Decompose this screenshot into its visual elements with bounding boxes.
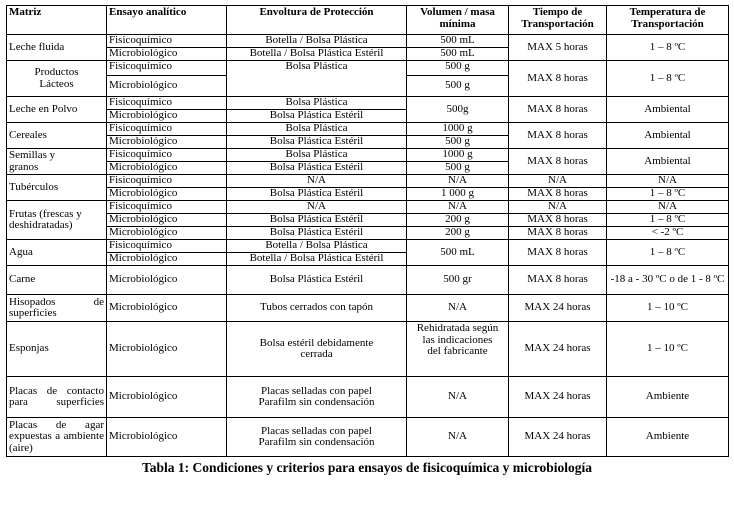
table-caption: Tabla 1: Condiciones y criterios para ensayos de fisicoquímica y microbiología [141, 460, 592, 475]
cell-temperatura: Ambiental [607, 97, 729, 123]
cell-matriz: Leche fluida [7, 35, 107, 61]
cell-ensayo: Microbiológico [107, 76, 227, 97]
cell-matriz: Productos Lácteos [7, 61, 107, 97]
cell-temperatura: Ambiente [607, 377, 729, 418]
cell-ensayo: Microbiológico [107, 253, 227, 266]
cell-envoltura: Botella / Bolsa Plástica [227, 240, 407, 253]
cell-volumen: 1000 g [407, 123, 509, 136]
cell-ensayo: Microbiológico [107, 377, 227, 418]
table-row [7, 418, 729, 457]
cell-tiempo: N/A [509, 175, 607, 188]
cell-temperatura: N/A [607, 175, 729, 188]
cell-temperatura: 1 – 8 ºC [607, 240, 729, 266]
cell-ensayo: Microbiológico [107, 322, 227, 377]
table-row [7, 61, 729, 76]
cell-temperatura: 1 – 8 ºC [607, 188, 729, 201]
cell-matriz: Tubérculos [7, 175, 107, 201]
cell-envoltura: Botella / Bolsa Plástica Estéril [227, 253, 407, 266]
cell-envoltura: Botella / Bolsa Plástica [227, 35, 407, 48]
cell-volumen: 500 mL [407, 48, 509, 61]
cell-tiempo: MAX 24 horas [509, 377, 607, 418]
cell-tiempo: MAX 8 horas [509, 227, 607, 240]
header-volumen: Volumen / masa mínima [407, 6, 509, 35]
cell-ensayo: Microbiológico [107, 227, 227, 240]
cell-envoltura: Bolsa Plástica Estéril [227, 188, 407, 201]
cell-envoltura: Botella / Bolsa Plástica Estéril [227, 48, 407, 61]
cell-matriz: Placas de agar expuestas a ambiente (aire) [7, 418, 107, 457]
cell-envoltura: Placas selladas con papel Parafilm sin condensación [227, 418, 407, 457]
cell-matriz: Carne [7, 266, 107, 295]
table-row [7, 97, 729, 110]
cell-envoltura: Bolsa Plástica Estéril [227, 162, 407, 175]
cell-envoltura: Bolsa Plástica Estéril [227, 110, 407, 123]
cell-volumen: N/A [407, 377, 509, 418]
table-row [7, 377, 729, 418]
cell-matriz: Cereales [7, 123, 107, 149]
table-row [7, 322, 729, 377]
cell-envoltura: Bolsa Plástica Estéril [227, 136, 407, 149]
cell-ensayo: Microbiológico [107, 136, 227, 149]
cell-tiempo: MAX 8 horas [509, 188, 607, 201]
cell-matriz: Agua [7, 240, 107, 266]
cell-ensayo: Microbiológico [107, 188, 227, 201]
cell-volumen: 500 g [407, 162, 509, 175]
cell-envoltura: N/A [227, 175, 407, 188]
cell-volumen: N/A [407, 175, 509, 188]
table-row [7, 188, 729, 201]
header-matriz: Matriz [7, 6, 107, 35]
cell-ensayo: Fisicoquímico [107, 35, 227, 48]
cell-envoltura: Bolsa Plástica Estéril [227, 266, 407, 295]
cell-ensayo: Microbiológico [107, 266, 227, 295]
cell-envoltura: Bolsa Plástica [227, 149, 407, 162]
cell-matriz: Semillas y granos [7, 149, 107, 175]
cell-tiempo: MAX 24 horas [509, 418, 607, 457]
cell-tiempo: MAX 8 horas [509, 123, 607, 149]
cell-tiempo: MAX 24 horas [509, 322, 607, 377]
cell-ensayo: Fisicoquímico [107, 175, 227, 188]
header-temperatura: Temperatura de Transportación [607, 6, 729, 35]
table-row [7, 295, 729, 322]
table-row [7, 214, 729, 227]
cell-ensayo: Fisicoquímico [107, 97, 227, 110]
table-row [7, 227, 729, 240]
header-ensayo: Ensayo analítico [107, 6, 227, 35]
table-row [7, 35, 729, 48]
cell-envoltura: Bolsa Plástica Estéril [227, 214, 407, 227]
cell-tiempo: MAX 8 horas [509, 266, 607, 295]
cell-ensayo: Microbiológico [107, 418, 227, 457]
cell-tiempo: MAX 24 horas [509, 295, 607, 322]
cell-tiempo: MAX 8 horas [509, 97, 607, 123]
cell-matriz: Hisopados de superficies [7, 295, 107, 322]
cell-ensayo: Fisicoquímico [107, 61, 227, 76]
cell-volumen: 500 g [407, 76, 509, 97]
cell-ensayo: Microbiológico [107, 214, 227, 227]
cell-temperatura: 1 – 10 ºC [607, 322, 729, 377]
document [6, 5, 728, 476]
cell-temperatura: Ambiental [607, 123, 729, 149]
cell-temperatura: -18 a - 30 ºC o de 1 - 8 ºC [607, 266, 729, 295]
cell-tiempo: N/A [509, 201, 607, 214]
cell-ensayo: Fisicoquímico [107, 149, 227, 162]
cell-envoltura: N/A [227, 201, 407, 214]
cell-envoltura: Tubos cerrados con tapón [227, 295, 407, 322]
cell-ensayo: Microbiológico [107, 162, 227, 175]
table-row [7, 201, 729, 214]
cell-tiempo: MAX 8 horas [509, 214, 607, 227]
cell-ensayo: Microbiológico [107, 110, 227, 123]
cell-volumen: 1000 g [407, 149, 509, 162]
cell-ensayo: Microbiológico [107, 295, 227, 322]
cell-volumen: N/A [407, 201, 509, 214]
header-envoltura: Envoltura de Protección [227, 6, 407, 35]
cell-volumen: 1 000 g [407, 188, 509, 201]
cell-tiempo: MAX 8 horas [509, 61, 607, 97]
cell-volumen: 500 mL [407, 35, 509, 48]
cell-volumen: 500 g [407, 136, 509, 149]
cell-envoltura: Placas selladas con papel Parafilm sin condensación [227, 377, 407, 418]
header-row [7, 6, 729, 35]
cell-matriz: Placas de contacto para superficies [7, 377, 107, 418]
cell-tiempo: MAX 8 horas [509, 149, 607, 175]
cell-volumen: 500g [407, 97, 509, 123]
cell-temperatura: 1 – 8 ºC [607, 61, 729, 97]
cell-matriz: Esponjas [7, 322, 107, 377]
table-row [7, 149, 729, 162]
cell-ensayo: Microbiológico [107, 48, 227, 61]
cell-temperatura: 1 – 8 ºC [607, 214, 729, 227]
cell-tiempo: MAX 8 horas [509, 240, 607, 266]
cell-ensayo: Fisicoquímico [107, 123, 227, 136]
cell-matriz: Frutas (frescas y deshidratadas) [7, 201, 107, 240]
cell-envoltura: Bolsa estéril debidamente cerrada [227, 322, 407, 377]
cell-envoltura: Bolsa Plástica [227, 97, 407, 110]
cell-volumen: 200 g [407, 214, 509, 227]
cell-temperatura: Ambiental [607, 149, 729, 175]
cell-matriz: Leche en Polvo [7, 97, 107, 123]
cell-tiempo: MAX 5 horas [509, 35, 607, 61]
cell-temperatura: N/A [607, 201, 729, 214]
cell-volumen: 200 g [407, 227, 509, 240]
sampling-conditions-table [6, 5, 729, 457]
cell-temperatura: < -2 ºC [607, 227, 729, 240]
table-row [7, 175, 729, 188]
cell-volumen: Rehidratada según las indicaciones del fabricante [407, 322, 509, 377]
cell-ensayo: Fisicoquímico [107, 240, 227, 253]
cell-volumen: 500 gr [407, 266, 509, 295]
header-tiempo: Tiempo de Transportación [509, 6, 607, 35]
cell-volumen: 500 g [407, 61, 509, 76]
cell-temperatura: Ambiente [607, 418, 729, 457]
cell-envoltura: Bolsa Plástica Estéril [227, 227, 407, 240]
table-row [7, 123, 729, 136]
table-row [7, 266, 729, 295]
cell-temperatura: 1 – 8 ºC [607, 35, 729, 61]
cell-volumen: N/A [407, 295, 509, 322]
table-row [7, 240, 729, 253]
cell-envoltura: Bolsa Plástica [227, 123, 407, 136]
cell-envoltura: Bolsa Plástica [227, 61, 407, 97]
cell-volumen: N/A [407, 418, 509, 457]
cell-ensayo: Fisicoquímico [107, 201, 227, 214]
cell-temperatura: 1 – 10 ºC [607, 295, 729, 322]
cell-volumen: 500 mL [407, 240, 509, 266]
